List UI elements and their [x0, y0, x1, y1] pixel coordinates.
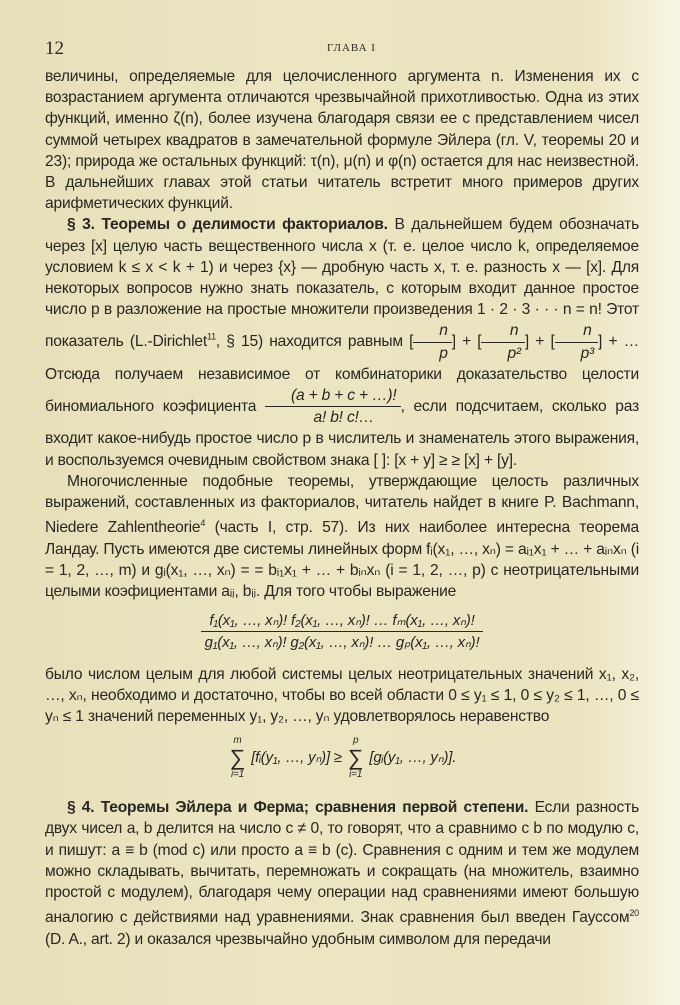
sum-symbol: m ∑ i=1 [229, 735, 246, 781]
paragraph-arithmetic-functions: величины, определяемые для целочисленного аргумента n. Изменения их с возрастанием аргумента отличаются чрезвычайной прихотливостью. Одна из этих функций, именно ζ(n), более изучена благодаря связи ее с представлением чисел суммой четырех квадратов в замечательной формуле Эйлера (гл. V, теоремы 20 и 23); природа же остальных функций: τ(n), μ(n) и φ(n) остается для нас неизвестной. В дальнейших главах этой статьи читатель встретит много примеров других арифметических функций. [45, 68, 639, 213]
paragraph-landau: Многочисленные подобные теоремы, утверждающие целость различных выражений, составленных из факториалов, читатель найдет в книге P. Bachmann, Niedere Zahlentheorie$^4$ (часть I, стр. 57). Из них наиболее интересна теорема Ландау. Пусть имеются две системы линейных форм fᵢ(x₁, …, xₙ) = aᵢ₁x₁ + … + aᵢₙxₙ (i = 1, 2, …, m) и gᵢ(x₁, …, xₙ) = = bᵢ₁x₁ + … + bᵢₙxₙ (i = 1, 2, …, p) с неотрицательными целыми коэфициентами aᵢⱼ, bᵢⱼ. Для того чтобы выражение [45, 472, 639, 601]
footnote-ref: 11 [206, 332, 216, 343]
running-head: ГЛАВА I [327, 42, 376, 54]
section-3-paragraph: § 3. Теоремы о делимости факториалов. В дальнейшем будем обозначать через [x] целую часть вещественного числа x (т. е. целое число k, определяемое условием k ≤ x < k + 1) и через {x} — дробную часть x, т. е. разность x — [x]. Для некоторых вопросов нужно знать показатель, с которым входит данное простое число p в разложение на простые множители произведения 1 · 2 · 3 · · · n = n! Этот показатель (L.-Dirichlet$^{11}$, § 15) находится равным [ $\frac{n}{p}$ ] + [ $\frac{n}{\text{p²}}$ ] + [ $\frac{n}{\text{p³}}$ ] + … Отсюда получаем независимое от комбинаторики доказательство целости биномиального коэфициента $\frac{(a + b + c + \dots)!}{a! b! c!\dots}$ , если подсчитаем, сколько раз входит какое-нибудь простое число p в числитель и знаменатель этого выражения, и воспользуемся очевидным свойством знака [ ]: [x + y] ≥ ≥ [x] + [y]. [45, 216, 640, 469]
multinomial-fraction: $\frac{(a + b + c + \dots)!}{a! b! c!\dots}$ [265, 385, 401, 428]
paragraph-condition: было числом целым для любой системы целых неотрицательных значений x₁, x₂, …, xₙ, необходимо и достаточно, чтобы во всей области 0 ≤ y₁ ≤ 1, 0 ≤ y₂ ≤ 1, …, 0 ≤ yₙ ≤ 1 значений переменных y₁, y₂, …, yₙ удовлетворялось неравенство [45, 665, 639, 726]
legendre-formula: [ $\frac{n}{p}$ ] + [ $\frac{n}{\text{p²}}$ ] + [ $\frac{n}{\text{p³}}$ ] [409, 322, 603, 362]
footnote-ref: 20 [629, 908, 639, 919]
section-4-paragraph: § 4. Теоремы Эйлера и Ферма; сравнения первой степени. Если разность двух чисел a, b делится на число c ≠ 0, то говорят, что a сравнимо с b по модулю c, и пишут: a ≡ b (mod c) или просто a ≡ b (c). Сравнения с одним и тем же модулем можно складывать, вычитать, перемножать и сокращать (на множитель, взаимно простой с модулем), благодаря чему операции над сравнениями имеют большую аналогию с действиями над уравнениями. Знак сравнения был введен Гауссом$^{20}$ (D. A., art. 2) и оказался чрезвычайно удобным символом для передачи [45, 799, 639, 948]
page-number: 12 [45, 38, 64, 59]
section-4-heading: § 4. Теоремы Эйлера и Ферма; сравнения первой степени. [67, 799, 529, 817]
section-3-heading: § 3. Теоремы о делимости факториалов. [67, 216, 388, 234]
display-formula-inequality: m ∑ i=1 [fᵢ(y₁, …, yₙ)] ≥ p ∑ i=1 [gᵢ(y₁, …, yₙ)]. [229, 735, 457, 781]
page-header [45, 38, 635, 60]
footnote-ref: 4 [200, 518, 206, 529]
page-body [45, 66, 639, 950]
sum-symbol: p ∑ i=1 [347, 735, 364, 781]
display-formula-factorial-ratio: $\frac{\text{f₁(x₁, …, xₙ)! f₂(x₁, …, xₙ)! … fₘ(x₁, …, xₙ)!}}{\text{g₁(x₁, …, xₙ)! g₂(x₁, …, xₙ)! … gₚ(x₁, …, xₙ)!}}$ [45, 610, 639, 653]
